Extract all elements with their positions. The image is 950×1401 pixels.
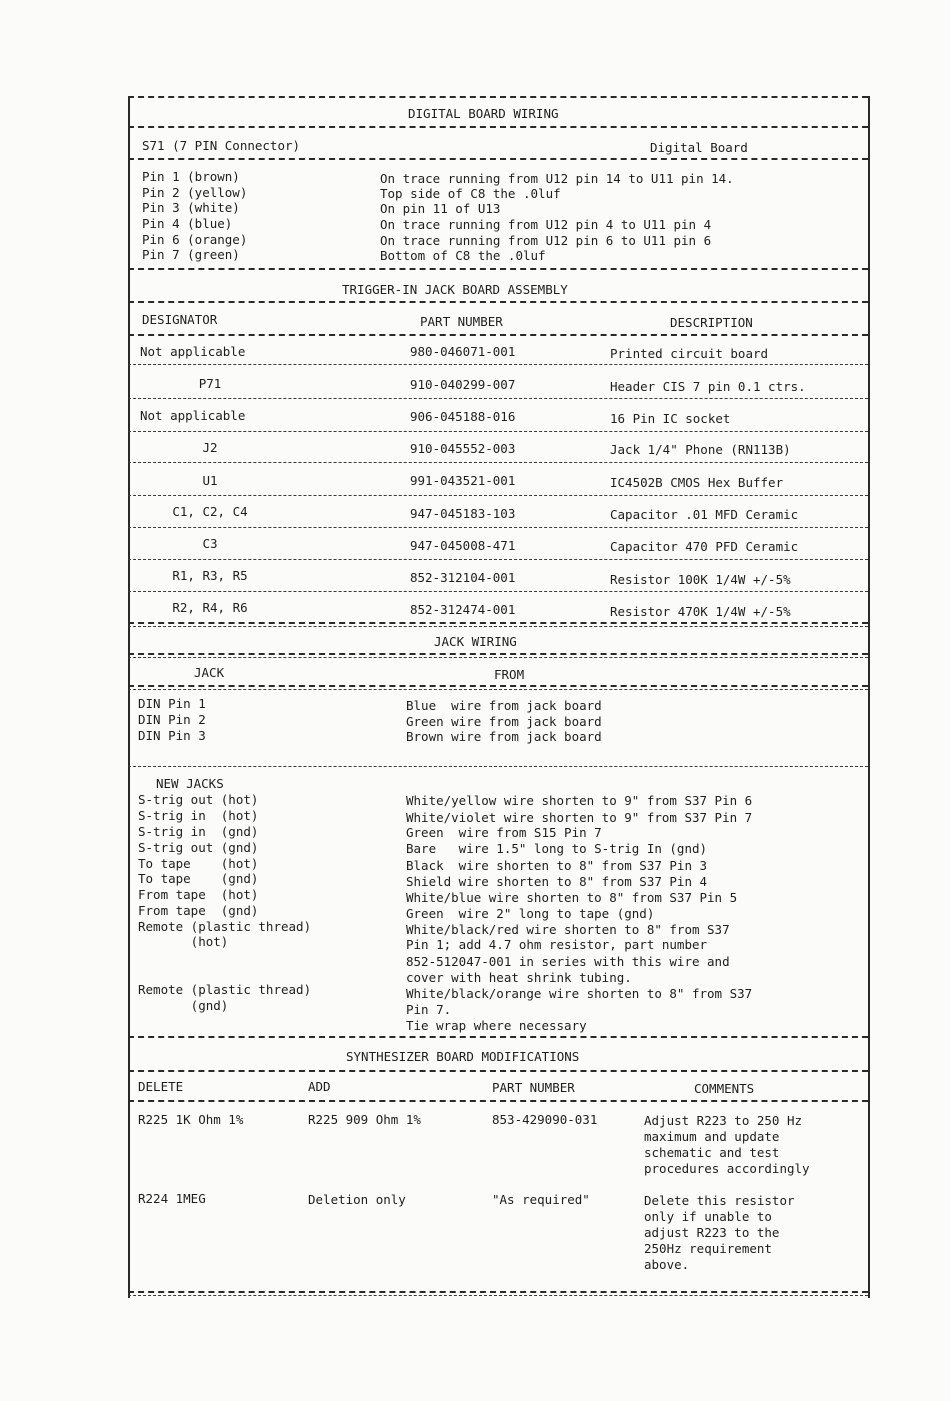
- rule: [128, 685, 868, 690]
- jack-source: White/black/red wire shorten to 8" from S37: [406, 922, 730, 937]
- synth-title: SYNTHESIZER BOARD MODIFICATIONS: [346, 1049, 580, 1064]
- description-cell: Resistor 470K 1/4W +/-5%: [610, 604, 791, 619]
- designator-header: DESIGNATOR: [142, 312, 218, 327]
- jack-header: JACK: [194, 665, 225, 680]
- part-number-cell: 906-045188-016: [410, 409, 516, 424]
- comment-line: only if unable to: [644, 1209, 772, 1224]
- comment-line: procedures accordingly: [644, 1161, 810, 1176]
- jack-source: Bare wire 1.5" long to S-trig In (gnd): [406, 841, 708, 856]
- rule: [128, 364, 868, 365]
- jack-source: White/blue wire shorten to 8" from S37 Pin 5: [406, 890, 738, 905]
- rule: [128, 398, 868, 399]
- rule: [128, 462, 868, 463]
- comment-line: 250Hz requirement: [644, 1241, 772, 1256]
- description-cell: 16 Pin IC socket: [610, 411, 731, 426]
- digital-left-header: S71 (7 PIN Connector): [142, 138, 301, 153]
- part-number-header: PART NUMBER: [492, 1080, 575, 1095]
- comment-line: schematic and test: [644, 1145, 780, 1160]
- rule: [128, 495, 868, 496]
- description-cell: Resistor 100K 1/4W +/-5%: [610, 572, 791, 587]
- digital-right-header: Digital Board: [650, 140, 748, 155]
- from-header: FROM: [494, 667, 525, 682]
- new-jacks-label: NEW JACKS: [156, 776, 224, 791]
- jack-label: To tape (hot): [138, 856, 259, 871]
- rule: [128, 1070, 868, 1072]
- pin-location: Top side of C8 the .0luf: [380, 186, 561, 201]
- comments-header: COMMENTS: [694, 1081, 755, 1096]
- jack-label: S-trig out (gnd): [138, 840, 259, 855]
- comment-line: maximum and update: [644, 1129, 780, 1144]
- document-frame: [128, 96, 870, 1298]
- designator-cell: J2: [202, 440, 218, 455]
- rule: [128, 591, 868, 592]
- jack-source: Green wire from S15 Pin 7: [406, 825, 602, 840]
- description-cell: Header CIS 7 pin 0.1 ctrs.: [610, 379, 806, 394]
- rule: [128, 527, 868, 528]
- rule: [128, 1291, 868, 1296]
- jack-label: S-trig in (gnd): [138, 824, 259, 839]
- jack-label: To tape (gnd): [138, 871, 259, 886]
- pin-label: Pin 7 (green): [142, 247, 240, 262]
- description-cell: Jack 1/4" Phone (RN113B): [610, 442, 791, 457]
- rule: [128, 96, 868, 98]
- pin-label: Pin 4 (blue): [142, 216, 233, 231]
- add-header: ADD: [308, 1079, 331, 1094]
- pin-location: On trace running from U12 pin 6 to U11 pin 6: [380, 233, 712, 248]
- comment-line: Delete this resistor: [644, 1193, 795, 1208]
- jack-title: JACK WIRING: [434, 634, 517, 649]
- rule: [128, 766, 868, 767]
- comment-line: above.: [644, 1257, 690, 1272]
- rule: [128, 431, 868, 432]
- jack-label: (gnd): [138, 998, 229, 1013]
- add-cell: Deletion only: [308, 1192, 406, 1207]
- rule: [128, 1036, 868, 1038]
- part-number-cell: 853-429090-031: [492, 1112, 598, 1127]
- din-pin: DIN Pin 3: [138, 728, 206, 743]
- rule: [128, 301, 868, 303]
- delete-cell: R224 1MEG: [138, 1191, 206, 1206]
- jack-source: White/black/orange wire shorten to 8" from S37: [406, 986, 753, 1001]
- part-number-cell: 991-043521-001: [410, 473, 516, 488]
- designator-cell: U1: [202, 473, 218, 488]
- delete-header: DELETE: [138, 1079, 184, 1094]
- pin-location: Bottom of C8 the .0luf: [380, 248, 546, 263]
- pin-location: On pin 11 of U13: [380, 201, 501, 216]
- jack-source: White/yellow wire shorten to 9" from S37 Pin 6: [406, 793, 753, 808]
- jack-label: (hot): [138, 934, 229, 949]
- part-number-cell: 910-045552-003: [410, 441, 516, 456]
- jack-source: Shield wire shorten to 8" from S37 Pin 4: [406, 874, 708, 889]
- pin-location: On trace running from U12 pin 4 to U11 pin 4: [380, 217, 712, 232]
- description-header: DESCRIPTION: [670, 315, 753, 330]
- pin-location: On trace running from U12 pin 14 to U11 pin 14.: [380, 171, 734, 186]
- designator-cell: P71: [198, 376, 222, 391]
- jack-source: Green wire 2" long to tape (gnd): [406, 906, 655, 921]
- description-cell: Capacitor .01 MFD Ceramic: [610, 507, 799, 522]
- comment-line: adjust R223 to the: [644, 1225, 780, 1240]
- din-source: Green wire from jack board: [406, 714, 602, 729]
- description-cell: Printed circuit board: [610, 346, 769, 361]
- designator-cell: Not applicable: [140, 408, 246, 423]
- designator-cell: C1, C2, C4: [172, 504, 248, 519]
- part-number-cell: "As required": [492, 1192, 590, 1207]
- jack-label: Remote (plastic thread): [138, 919, 312, 934]
- description-cell: IC4502B CMOS Hex Buffer: [610, 475, 784, 490]
- jack-source: White/violet wire shorten to 9" from S37 Pin 7: [406, 810, 753, 825]
- trigger-title: TRIGGER-IN JACK BOARD ASSEMBLY: [342, 282, 568, 297]
- part-number-cell: 852-312474-001: [410, 602, 516, 617]
- comment-line: Adjust R223 to 250 Hz: [644, 1113, 803, 1128]
- jack-label: From tape (gnd): [138, 903, 259, 918]
- din-pin: DIN Pin 2: [138, 712, 206, 727]
- din-source: Brown wire from jack board: [406, 729, 602, 744]
- part-number-cell: 947-045008-471: [410, 538, 516, 553]
- rule: [128, 334, 868, 336]
- rule: [128, 559, 868, 560]
- part-number-cell: 910-040299-007: [410, 377, 516, 392]
- designator-cell: Not applicable: [140, 344, 246, 359]
- rule: [128, 268, 868, 270]
- part-number-header: PART NUMBER: [420, 314, 503, 329]
- jack-source: Pin 7.: [406, 1002, 452, 1017]
- part-number-cell: 852-312104-001: [410, 570, 516, 585]
- designator-cell: R1, R3, R5: [172, 568, 248, 583]
- din-source: Blue wire from jack board: [406, 698, 602, 713]
- jack-label: S-trig out (hot): [138, 792, 259, 807]
- description-cell: Capacitor 470 PFD Ceramic: [610, 539, 799, 554]
- jack-label: From tape (hot): [138, 887, 259, 902]
- part-number-cell: 980-046071-001: [410, 344, 516, 359]
- designator-cell: C3: [202, 536, 218, 551]
- jack-label: Remote (plastic thread): [138, 982, 312, 997]
- rule: [128, 653, 868, 658]
- pin-label: Pin 2 (yellow): [142, 185, 248, 200]
- jack-source: Black wire shorten to 8" from S37 Pin 3: [406, 858, 708, 873]
- pin-label: Pin 6 (orange): [142, 232, 248, 247]
- jack-source: cover with heat shrink tubing.: [406, 970, 632, 985]
- jack-source: 852-512047-001 in series with this wire and: [406, 954, 730, 969]
- designator-cell: R2, R4, R6: [172, 600, 248, 615]
- rule: [128, 622, 868, 627]
- jack-label: S-trig in (hot): [138, 808, 259, 823]
- rule: [128, 126, 868, 128]
- din-pin: DIN Pin 1: [138, 696, 206, 711]
- add-cell: R225 909 Ohm 1%: [308, 1112, 421, 1127]
- digital-title: DIGITAL BOARD WIRING: [408, 106, 559, 121]
- delete-cell: R225 1K Ohm 1%: [138, 1112, 244, 1127]
- rule: [128, 158, 868, 160]
- pin-label: Pin 1 (brown): [142, 169, 240, 184]
- jack-source: Pin 1; add 4.7 ohm resistor, part number: [406, 937, 708, 952]
- rule: [128, 1100, 868, 1102]
- part-number-cell: 947-045183-103: [410, 506, 516, 521]
- pin-label: Pin 3 (white): [142, 200, 240, 215]
- jack-source: Tie wrap where necessary: [406, 1018, 587, 1033]
